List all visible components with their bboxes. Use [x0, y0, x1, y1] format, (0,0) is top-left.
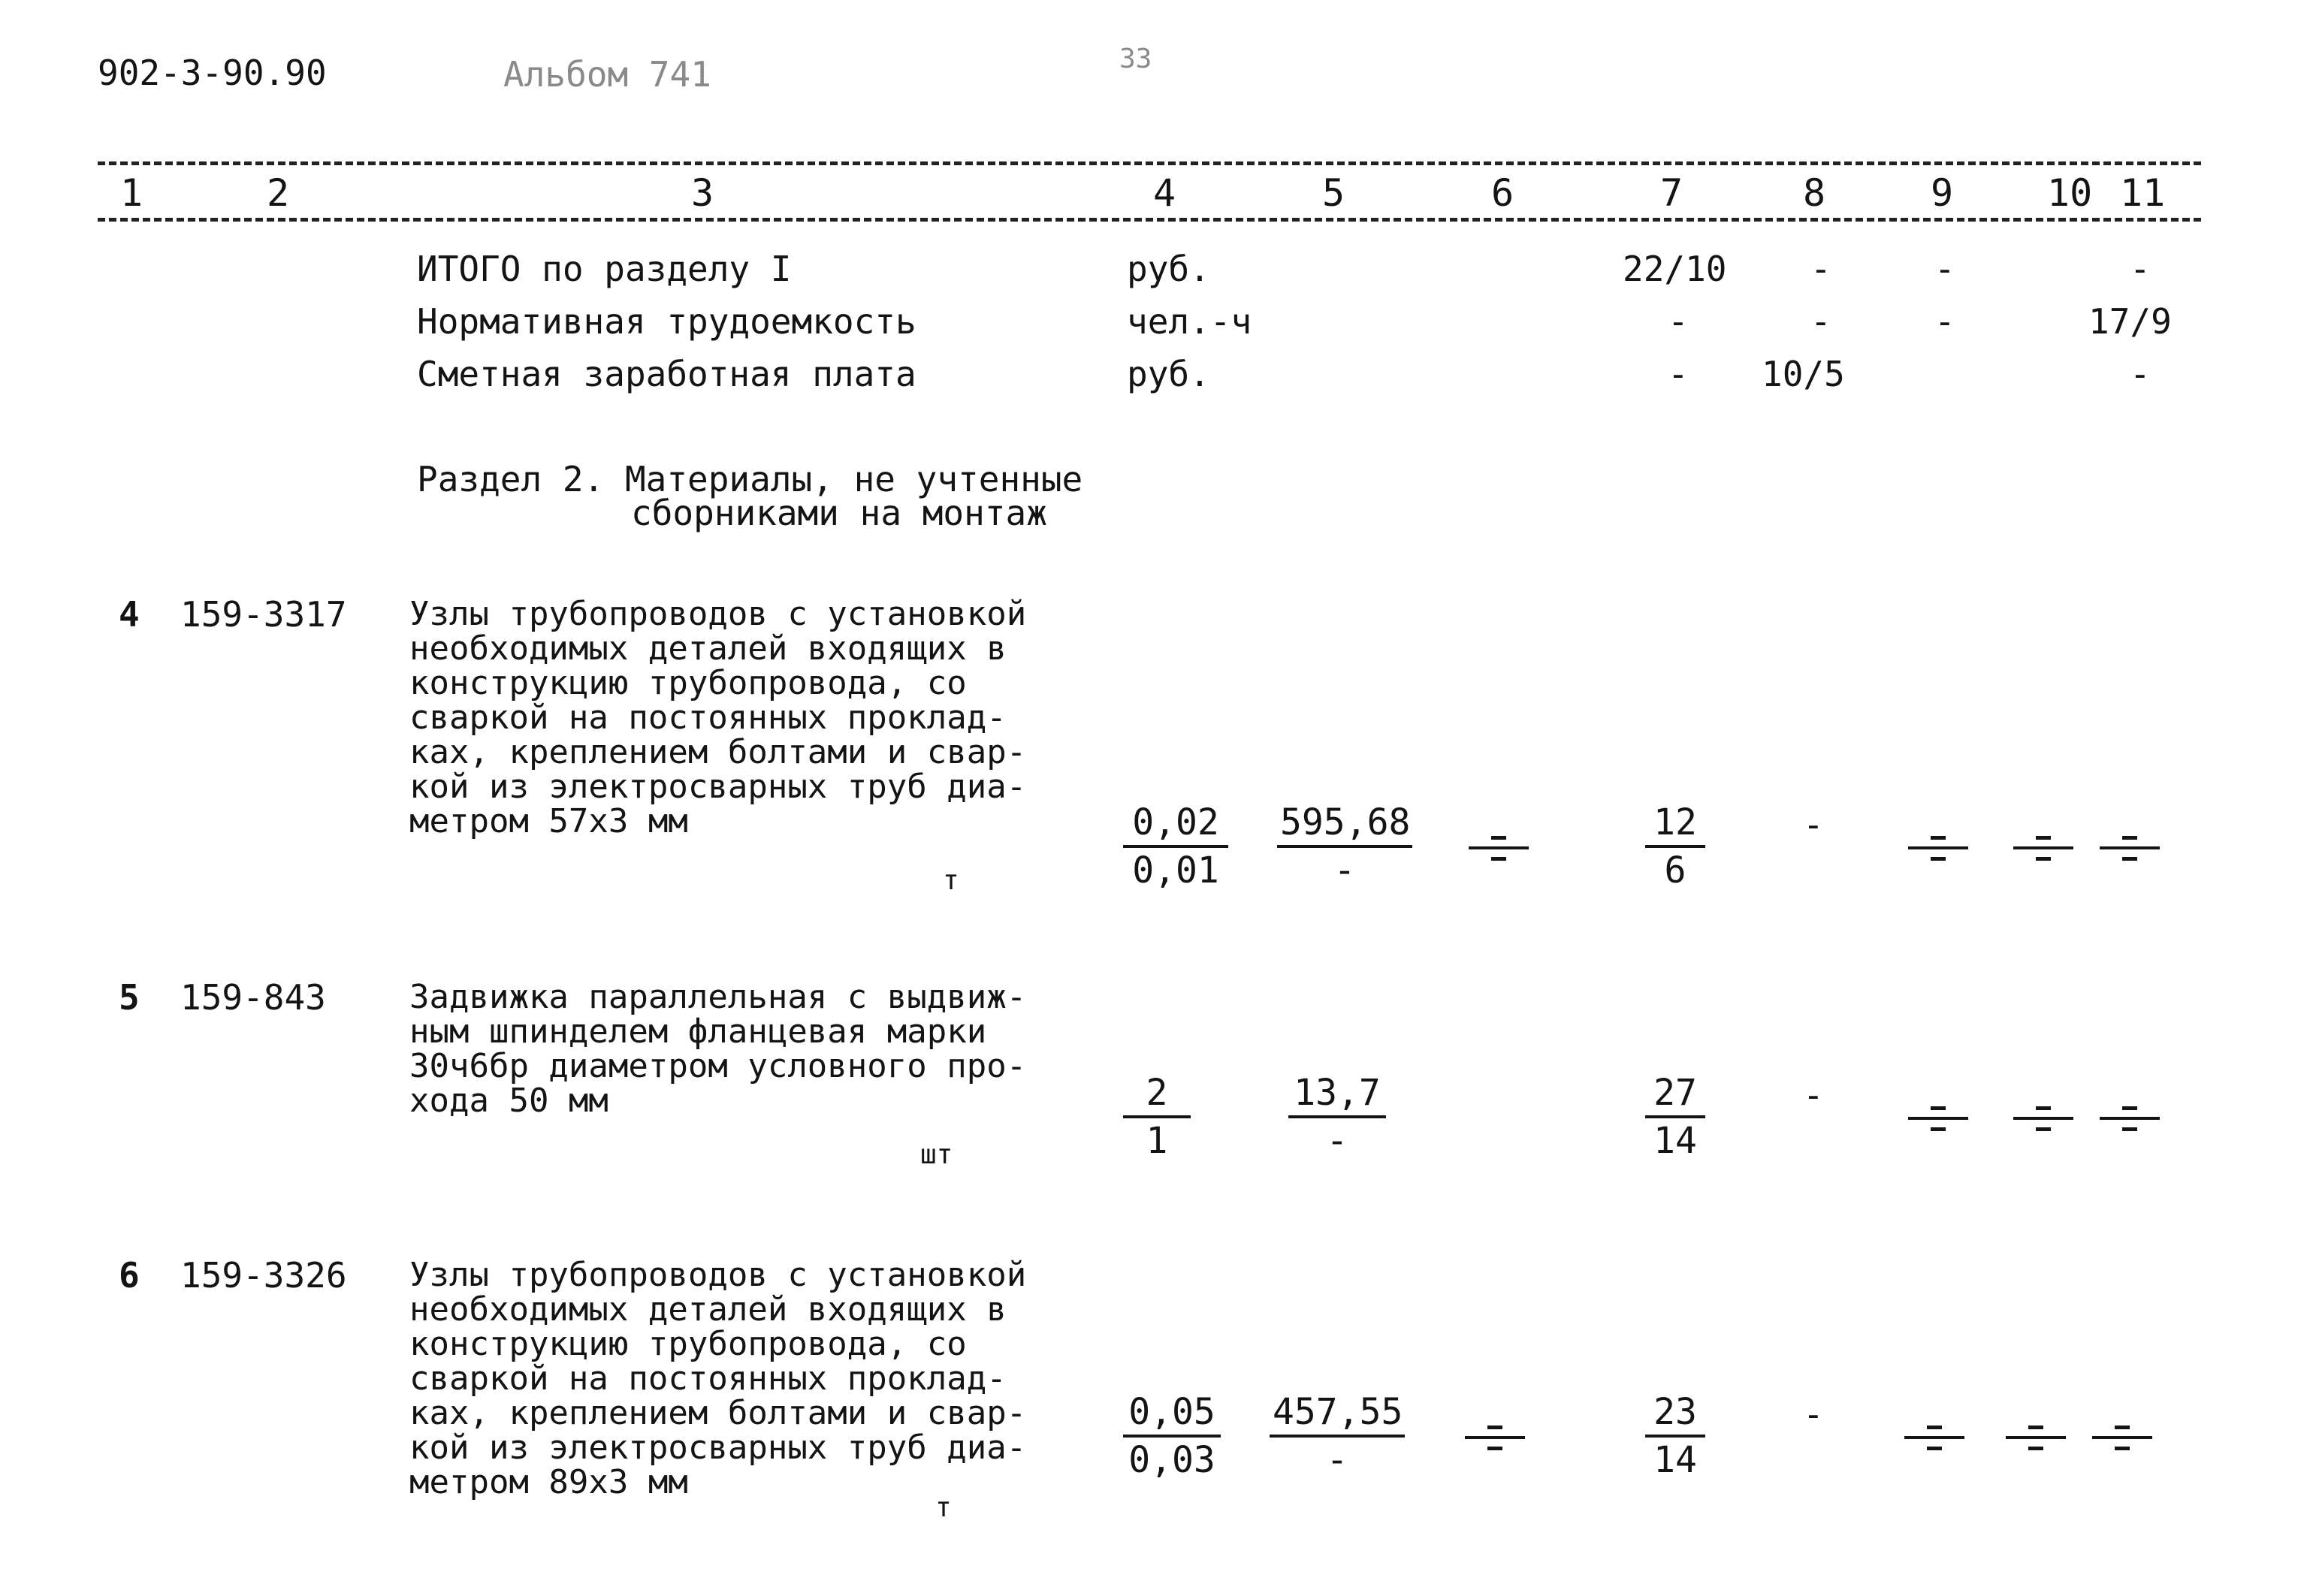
summary-total-unit: руб. — [1127, 249, 1210, 289]
item-4-c10-empty-frac — [2013, 830, 2073, 867]
page-number: 33 — [1119, 44, 1152, 74]
item-6-c4-bottom: 0,03 — [1128, 1439, 1215, 1481]
summary-labor-unit: чел.-ч — [1127, 301, 1252, 342]
summary-labor-label: Нормативная трудоемкость — [417, 301, 916, 342]
item-6-c5-bottom: - — [1326, 1439, 1348, 1481]
item-4-c7-bottom: 6 — [1664, 849, 1686, 892]
summary-total-c7: 22/10 — [1623, 249, 1727, 289]
item-4-c5-top: 595,68 — [1277, 800, 1412, 848]
item-4-c5-bottom: - — [1333, 849, 1356, 892]
section2-heading-cont: сборниками на монтаж — [631, 493, 1047, 533]
item-5-c4 — [1123, 1070, 1191, 1163]
item-6-unit: т — [935, 1492, 952, 1523]
item-5-c7 — [1645, 1070, 1705, 1163]
col-1: 1 — [120, 171, 143, 215]
album-label: Альбом 741 — [503, 54, 711, 95]
summary-total-label: ИТОГО по разделу I — [417, 249, 792, 289]
item-6-c10-empty-frac — [2006, 1420, 2066, 1457]
item-4-c5 — [1277, 800, 1412, 893]
item-4-description: Узлы трубопроводов с установкой необходимых деталей входящих в конструкцию трубопровода, со сваркой на постоянных проклад- ках, креплением болтами и свар- кой из электросварных труб диа- метром 57x3 мм — [409, 595, 1027, 840]
item-5-c11-empty-frac — [2100, 1100, 2160, 1138]
col-3: 3 — [691, 171, 714, 215]
header-top-rule — [98, 161, 2201, 165]
item-5-unit: шт — [920, 1139, 953, 1170]
item-6-c5 — [1270, 1389, 1405, 1483]
col-4: 4 — [1153, 171, 1176, 215]
item-6-c7 — [1645, 1389, 1705, 1483]
item-5-c7-top: 27 — [1645, 1070, 1705, 1118]
item-5-code: 159-843 — [180, 977, 326, 1018]
summary-wage-c7: - — [1668, 354, 1689, 394]
item-6-c11-empty-frac — [2092, 1420, 2152, 1457]
item-4-c9-empty-frac — [1908, 830, 1968, 867]
item-5-c5-bottom: - — [1326, 1120, 1348, 1162]
item-5-c10-empty-frac — [2013, 1100, 2073, 1138]
item-6-c4-top: 0,05 — [1123, 1389, 1221, 1438]
col-7: 7 — [1660, 171, 1683, 215]
item-4-c4-top: 0,02 — [1123, 800, 1228, 848]
col-8: 8 — [1803, 171, 1826, 215]
item-5-c9-empty-frac — [1908, 1100, 1968, 1138]
item-5-c4-top: 2 — [1123, 1070, 1191, 1118]
item-4-c6-empty-frac — [1469, 830, 1529, 867]
item-5-number: 5 — [119, 977, 140, 1018]
col-10: 10 — [2047, 171, 2093, 215]
summary-total-c11: - — [2130, 249, 2151, 289]
summary-labor-c9: - — [1934, 301, 1955, 342]
item-6-number: 6 — [119, 1255, 140, 1296]
summary-labor-c8: - — [1810, 301, 1831, 342]
doc-code: 902-3-90.90 — [98, 53, 327, 93]
item-6-c7-top: 23 — [1645, 1389, 1705, 1438]
item-4-c7-top: 12 — [1645, 800, 1705, 848]
header-bottom-rule — [98, 218, 2201, 222]
col-5: 5 — [1322, 171, 1345, 215]
item-4-c11-empty-frac — [2100, 830, 2160, 867]
item-6-code: 159-3326 — [180, 1255, 347, 1296]
col-6: 6 — [1491, 171, 1514, 215]
item-4-c8: - — [1803, 804, 1824, 845]
col-9: 9 — [1931, 171, 1954, 215]
item-5-c5-top: 13,7 — [1288, 1070, 1386, 1118]
summary-labor-c11: 17/9 — [2088, 301, 2172, 342]
item-6-c9-empty-frac — [1904, 1420, 1964, 1457]
summary-wage-label: Сметная заработная плата — [417, 354, 916, 394]
item-5-c5 — [1288, 1070, 1386, 1163]
summary-wage-unit: руб. — [1127, 354, 1210, 394]
item-6-c4 — [1123, 1389, 1221, 1483]
summary-labor-c7: - — [1668, 301, 1689, 342]
summary-total-c8: - — [1810, 249, 1831, 289]
item-4-code: 159-3317 — [180, 594, 347, 635]
item-6-c7-bottom: 14 — [1653, 1439, 1697, 1481]
item-6-description: Узлы трубопроводов с установкой необходимых деталей входящих в конструкцию трубопровода, со сваркой на постоянных проклад- ках, креплением болтами и свар- кой из электросварных труб диа- метром 89x3 мм — [409, 1256, 1027, 1501]
section2-heading: Раздел 2. Материалы, не учтенные — [417, 459, 1083, 499]
item-6-c8: - — [1803, 1394, 1824, 1435]
item-4-c4 — [1123, 800, 1228, 893]
summary-total-c9: - — [1934, 249, 1955, 289]
col-2: 2 — [267, 171, 290, 215]
item-4-c7 — [1645, 800, 1705, 893]
item-5-c7-bottom: 14 — [1653, 1120, 1697, 1162]
item-5-c8: - — [1803, 1075, 1824, 1115]
summary-wage-c11: - — [2130, 354, 2151, 394]
item-5-description: Задвижка параллельная с выдвиж- ным шпинделем фланцевая марки 30ч6бр диаметром условного про- хода 50 мм — [409, 978, 1027, 1120]
item-5-c4-bottom: 1 — [1146, 1120, 1168, 1162]
col-11: 11 — [2120, 171, 2166, 215]
item-4-number: 4 — [119, 594, 140, 635]
item-6-c5-top: 457,55 — [1270, 1389, 1405, 1438]
item-4-unit: т — [943, 865, 959, 896]
item-4-c4-bottom: 0,01 — [1132, 849, 1219, 892]
summary-wage-c8: 10/5 — [1762, 354, 1845, 394]
item-6-c6-empty-frac — [1465, 1420, 1525, 1457]
